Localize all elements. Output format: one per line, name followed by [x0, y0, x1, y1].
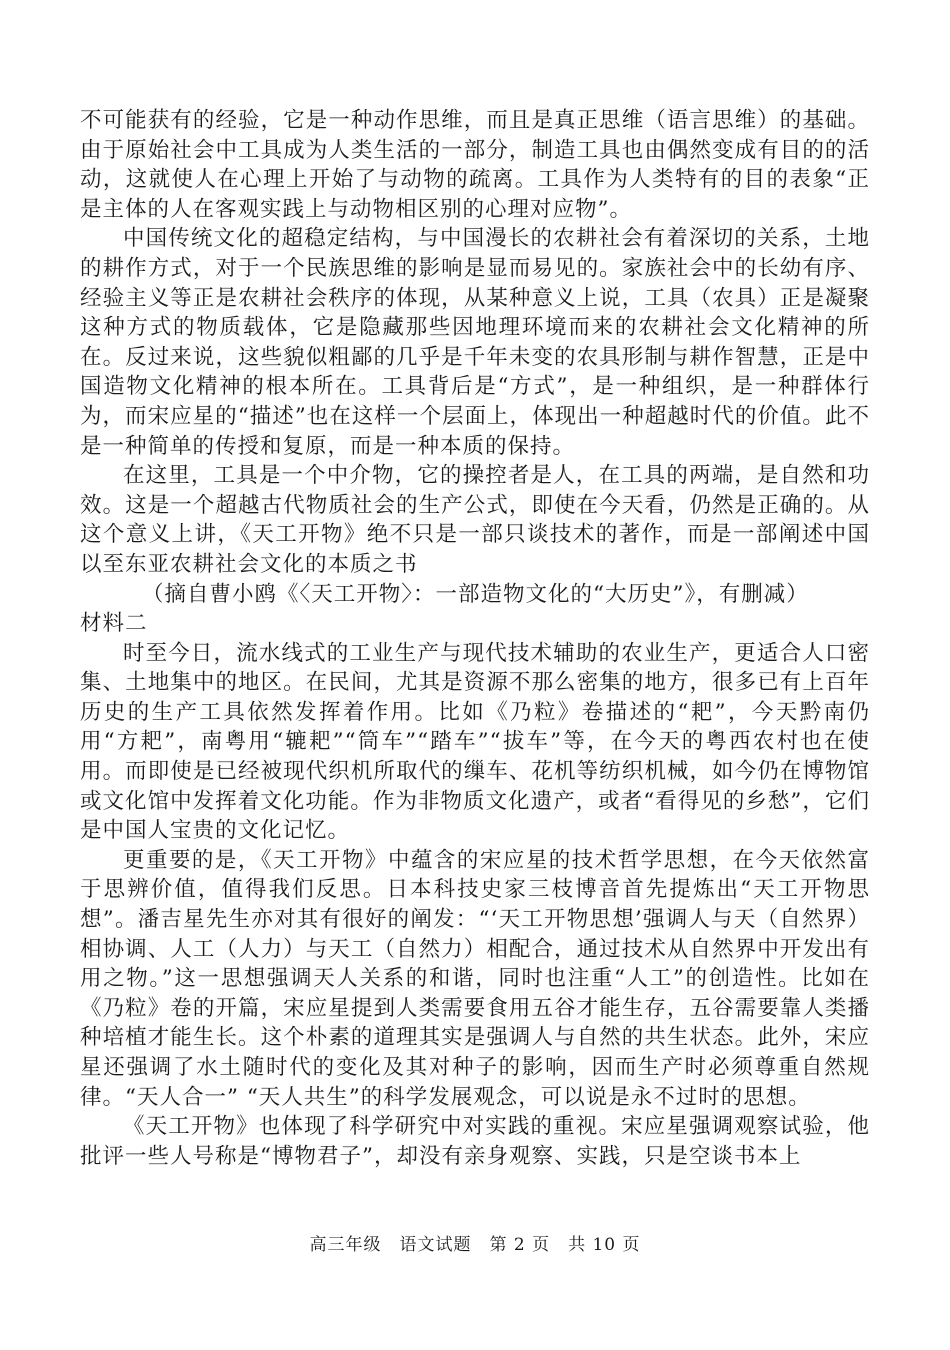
- section-label-material-2: 材料二: [80, 611, 148, 637]
- paragraph-2: 中国传统文化的超稳定结构，与中国漫长的农耕社会有着深切的关系，土地的耕作方式，对于一个民族思维的影响是显而易见的。家族社会中的长幼有序、经验主义等正是农耕社会秩序的体现，从某种意义上说，工具（农具）正是凝聚这种方式的物质载体，它是隐藏那些因地理环境而来的农耕社会文化精神的所在。反过来说，这些貌似粗鄙的几乎是千年未变的农具形制与耕作智慧，正是中国造物文化精神的根本所在。工具背后是“方式”，是一种组织，是一种群体行为，而宋应星的“描述”也在这样一个层面上，体现出一种超越时代的价值。此不是一种简单的传授和复原，而是一种本质的保持。: [80, 226, 870, 459]
- document-body: [80, 106, 870, 1171]
- paragraph-1: 不可能获有的经验，它是一种动作思维，而且是真正思维（语言思维）的基础。由于原始社会中工具成为人类生活的一部分，制造工具也由偶然变成有目的的活动，这就使人在心理上开始了与动物的疏离。工具作为人类特有的目的表象“正是主体的人在客观实践上与动物相区别的心理对应物”。: [80, 108, 870, 222]
- paragraph-5: 更重要的是，《天工开物》中蕴含的宋应星的技术哲学思想，在今天依然富于思辨价值，值得我们反思。日本科技史家三枝博音首先提炼出“天工开物思想”。潘吉星先生亦对其有很好的阐发：“‘天工开物思想’强调人与天（自然界）相协调、人工（人力）与天工（自然力）相配合，通过技术从自然界中开发出有用之物。”这一思想强调天人关系的和谐，同时也注重“人工”的创造性。比如在《乃粒》卷的开篇，宋应星提到人类需要食用五谷才能生存，五谷需要靠人类播种培植才能生长。这个朴素的道理其实是强调人与自然的共生状态。此外，宋应星还强调了水土随时代的变化及其对种子的影响，因而生产时必须尊重自然规律。“天人合一” “天人共生”的科学发展观念，可以说是永不过时的思想。: [80, 847, 870, 1110]
- paragraph-6: 《天工开物》也体现了科学研究中对实践的重视。宋应星强调观察试验，他批评一些人号称是“博物君子”，却没有亲身观察、实践，只是空谈书本上: [80, 1114, 870, 1169]
- paragraph-3: 在这里，工具是一个中介物，它的操控者是人，在工具的两端，是自然和功效。这是一个超越古代物质社会的生产公式，即使在今天看，仍然是正确的。从这个意义上讲，《天工开物》绝不只是一部只谈技术的著作，而是一部阐述中国以至东亚农耕社会文化的本质之书: [80, 463, 870, 577]
- page-footer: 高三年级 语文试题 第 2 页 共 10 页: [309, 1235, 641, 1255]
- source-citation: （摘自曹小鸥《〈天工开物〉：一部造物文化的“大历史”》，有删减）: [142, 581, 809, 607]
- paragraph-4: 时至今日，流水线式的工业生产与现代技术辅助的农业生产，更适合人口密集、土地集中的地区。在民间，尤其是资源不那么密集的地方，很多已有上百年历史的生产工具依然发挥着作用。比如《乃粒》卷描述的“耙”，今天黔南仍用“方耙”，南粤用“辘耙”“筒车”“踏车”“拔车”等，在今天的粤西农村也在使用。而即使是已经被现代织机所取代的缫车、花机等纺织机械，如今仍在博物馆或文化馆中发挥着文化功能。作为非物质文化遗产，或者“看得见的乡愁”，它们是中国人宝贵的文化记忆。: [80, 640, 870, 844]
